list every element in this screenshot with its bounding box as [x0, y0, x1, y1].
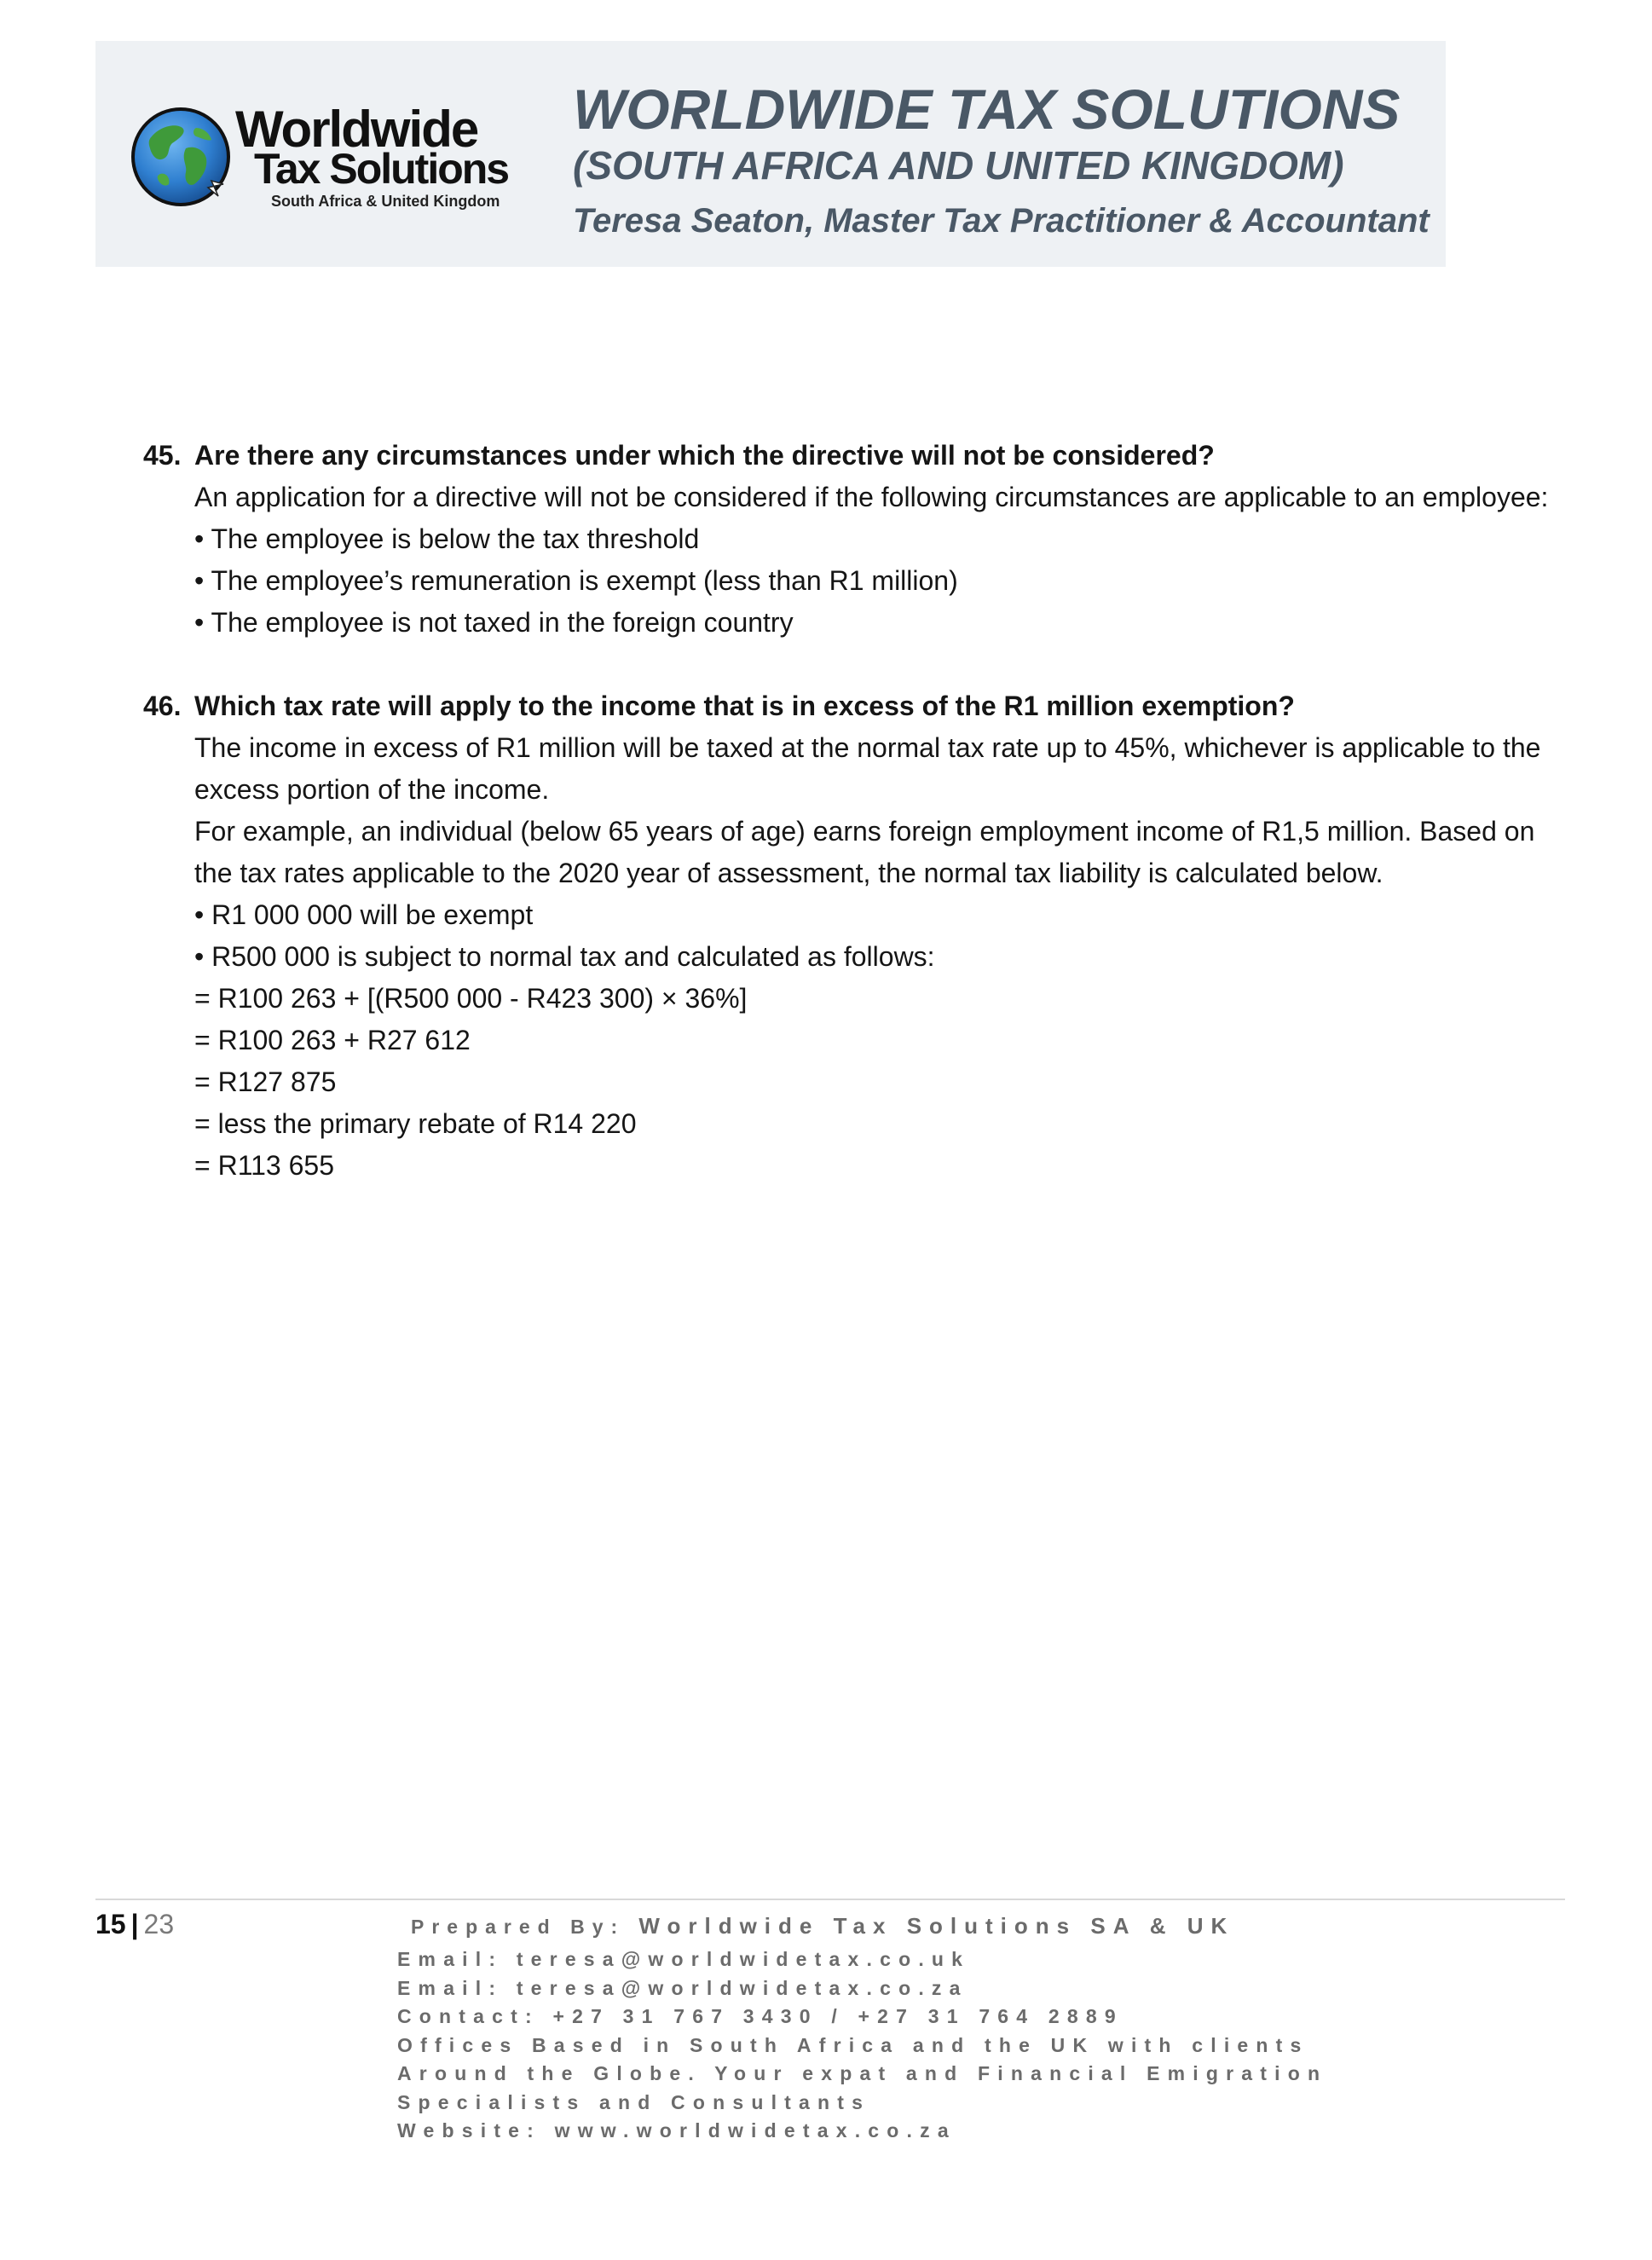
calculation-line: = R100 263 + [(R500 000 - R423 300) × 36%] — [194, 983, 748, 1014]
page-number — [95, 1906, 174, 1942]
header-title: WORLDWIDE TAX SOLUTIONS — [573, 78, 1401, 141]
bullet-item: • The employee is not taxed in the foreign country — [194, 607, 794, 638]
header-subtitle: (SOUTH AFRICA AND UNITED KINGDOM) — [573, 143, 1344, 188]
globe-icon — [126, 102, 235, 211]
question-number: 46. — [143, 691, 182, 721]
answer-line: For example, an individual (below 65 years of age) earns foreign employment income of R1,5 million. Based on — [194, 816, 1535, 847]
question-text: Which tax rate will apply to the income that is in excess of the R1 million exemption? — [194, 691, 1295, 721]
logo-wordmark-line1: Worldwide — [235, 101, 478, 158]
footer-email-uk: Email: teresa@worldwidetax.co.uk — [397, 1948, 971, 1970]
question-text: Are there any circumstances under which the directive will not be considered? — [194, 440, 1215, 471]
answer-text — [194, 727, 1575, 1187]
footer-website: Website: www.worldwidetax.co.za — [397, 2119, 956, 2142]
question-heading — [143, 685, 1575, 727]
bullet-item: • R500 000 is subject to normal tax and calculated as follows: — [194, 941, 935, 972]
calculation-line: = R127 875 — [194, 1066, 337, 1097]
bullet-item: • R1 000 000 will be exempt — [194, 899, 534, 930]
footer-contact: Contact: +27 31 767 3430 / +27 31 764 2889 — [397, 2005, 1123, 2027]
faq-item-46 — [143, 685, 1575, 1187]
footer-email-za: Email: teresa@worldwidetax.co.za — [397, 1976, 968, 1999]
bullet-item: • The employee is below the tax threshold — [194, 523, 700, 554]
footer-offices-line: Specialists and Consultants — [397, 2090, 871, 2113]
answer-text — [194, 477, 1575, 644]
footer-divider — [95, 1899, 1565, 1900]
calculation-line: = R100 263 + R27 612 — [194, 1025, 471, 1055]
footer-offices-line: Offices Based in South Africa and the UK with clients — [397, 2033, 1309, 2056]
answer-line: excess portion of the income. — [194, 774, 550, 805]
answer-line: The income in excess of R1 million will be taxed at the normal tax rate up to 45%, whichever is applicable to the — [194, 732, 1541, 763]
page-total: 23 — [143, 1909, 175, 1939]
document-body — [143, 435, 1575, 1228]
calculation-line: = less the primary rebate of R14 220 — [194, 1108, 637, 1139]
page-separator: | — [130, 1909, 139, 1939]
bullet-item: • The employee’s remuneration is exempt (less than R1 million) — [194, 565, 958, 596]
prepared-company: Worldwide Tax Solutions SA & UK — [638, 1913, 1235, 1939]
logo-tagline: South Africa & United Kingdom — [271, 193, 500, 210]
answer-line: An application for a directive will not be considered if the following circumstances are applicable to an employee: — [194, 482, 1549, 512]
footer-prepared-by — [411, 1911, 1234, 1941]
page-current: 15 — [95, 1909, 126, 1939]
header-author: Teresa Seaton, Master Tax Practitioner & Accountant — [573, 202, 1430, 240]
faq-item-45 — [143, 435, 1575, 644]
prepared-label: Prepared By: — [411, 1916, 626, 1938]
logo-wordmark-line2: Tax Solutions — [254, 145, 509, 193]
question-number: 45. — [143, 440, 182, 471]
footer-contact-block — [397, 1945, 1327, 2146]
question-heading — [143, 435, 1575, 477]
answer-line: the tax rates applicable to the 2020 year of assessment, the normal tax liability is calculated below. — [194, 858, 1383, 888]
footer-offices-line: Around the Globe. Your expat and Financial Emigration — [397, 2062, 1328, 2084]
header-banner — [95, 41, 1446, 267]
calculation-line: = R113 655 — [194, 1150, 334, 1181]
company-logo — [126, 102, 518, 213]
